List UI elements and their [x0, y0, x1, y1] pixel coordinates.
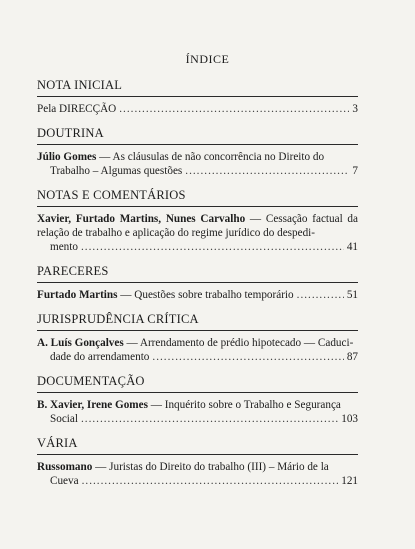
entry-title-continued: Trabalho – Algumas questões — [50, 165, 183, 177]
dot-leader — [152, 350, 343, 364]
dot-leader — [82, 474, 339, 488]
entry-title-continued: Social — [50, 413, 78, 425]
dot-leader — [297, 288, 344, 302]
entry-author: Júlio Gomes — [37, 151, 97, 163]
section-heading: JURISPRUDÊNCIA CRÍTICA — [37, 312, 358, 331]
page-number: 51 — [346, 289, 358, 301]
entry-title: — Juristas do Direito do trabalho (III) – Mário de la — [92, 461, 329, 473]
toc-entry[interactable] — [37, 336, 358, 364]
toc-entry[interactable] — [37, 212, 358, 254]
entry-title-continued: mento — [50, 241, 78, 253]
dot-leader — [185, 164, 349, 178]
toc-section-documentacao — [37, 374, 358, 426]
section-heading: DOCUMENTAÇÃO — [37, 374, 358, 393]
dot-leader — [81, 240, 344, 254]
section-heading: DOUTRINA — [37, 126, 358, 145]
section-heading: NOTAS E COMENTÁRIOS — [37, 188, 358, 207]
entry-title: — Inquérito sobre o Trabalho e Segurança — [147, 399, 341, 411]
page-number: 121 — [341, 475, 358, 487]
page-title: ÍNDICE — [185, 52, 230, 66]
section-heading: NOTA INICIAL — [37, 78, 358, 97]
section-heading: PARECERES — [37, 264, 358, 283]
toc-section-nota-inicial — [37, 78, 358, 116]
entry-title: — Arrendamento de prédio hipotecado — Caduci- — [123, 337, 354, 349]
page-number: 41 — [346, 241, 358, 253]
toc-entry[interactable] — [37, 150, 358, 178]
toc-section-doutrina — [37, 126, 358, 178]
entry-title: — Questões sobre trabalho temporário — [117, 289, 294, 301]
page-number: 3 — [352, 103, 358, 115]
entry-title: — Cessação factual da relação de trabalho e aplicação do regime jurídico do despedi- — [37, 213, 358, 239]
toc-section-notas-comentarios — [37, 188, 358, 254]
toc-section-pareceres — [37, 264, 358, 302]
entry-title-continued: dade do arrendamento — [50, 351, 150, 363]
toc-entry[interactable] — [37, 398, 358, 426]
page-number: 87 — [346, 351, 358, 363]
toc-entry[interactable] — [37, 460, 358, 488]
toc-section-varia — [37, 436, 358, 488]
toc-section-jurisprudencia-critica — [37, 312, 358, 364]
entry-author: Russomano — [37, 461, 93, 473]
entry-author: Pela DIRECÇÃO — [37, 103, 117, 115]
dot-leader — [119, 102, 349, 116]
entry-author: A. Luís Gonçalves — [37, 337, 124, 349]
entry-title: — As cláusulas de não concorrência no Direito do — [96, 151, 325, 163]
toc-entry[interactable] — [37, 288, 358, 302]
table-of-contents — [37, 78, 358, 498]
entry-author: Furtado Martins — [37, 289, 118, 301]
dot-leader — [81, 412, 338, 426]
toc-entry[interactable] — [37, 102, 358, 116]
entry-author: B. Xavier, Irene Gomes — [37, 399, 148, 411]
section-heading: VÁRIA — [37, 436, 358, 455]
page-number: 7 — [352, 165, 358, 177]
entry-author: Xavier, Furtado Martins, Nunes Carvalho — [37, 213, 246, 225]
page-number: 103 — [341, 413, 358, 425]
entry-title-continued: Cueva — [50, 475, 79, 487]
